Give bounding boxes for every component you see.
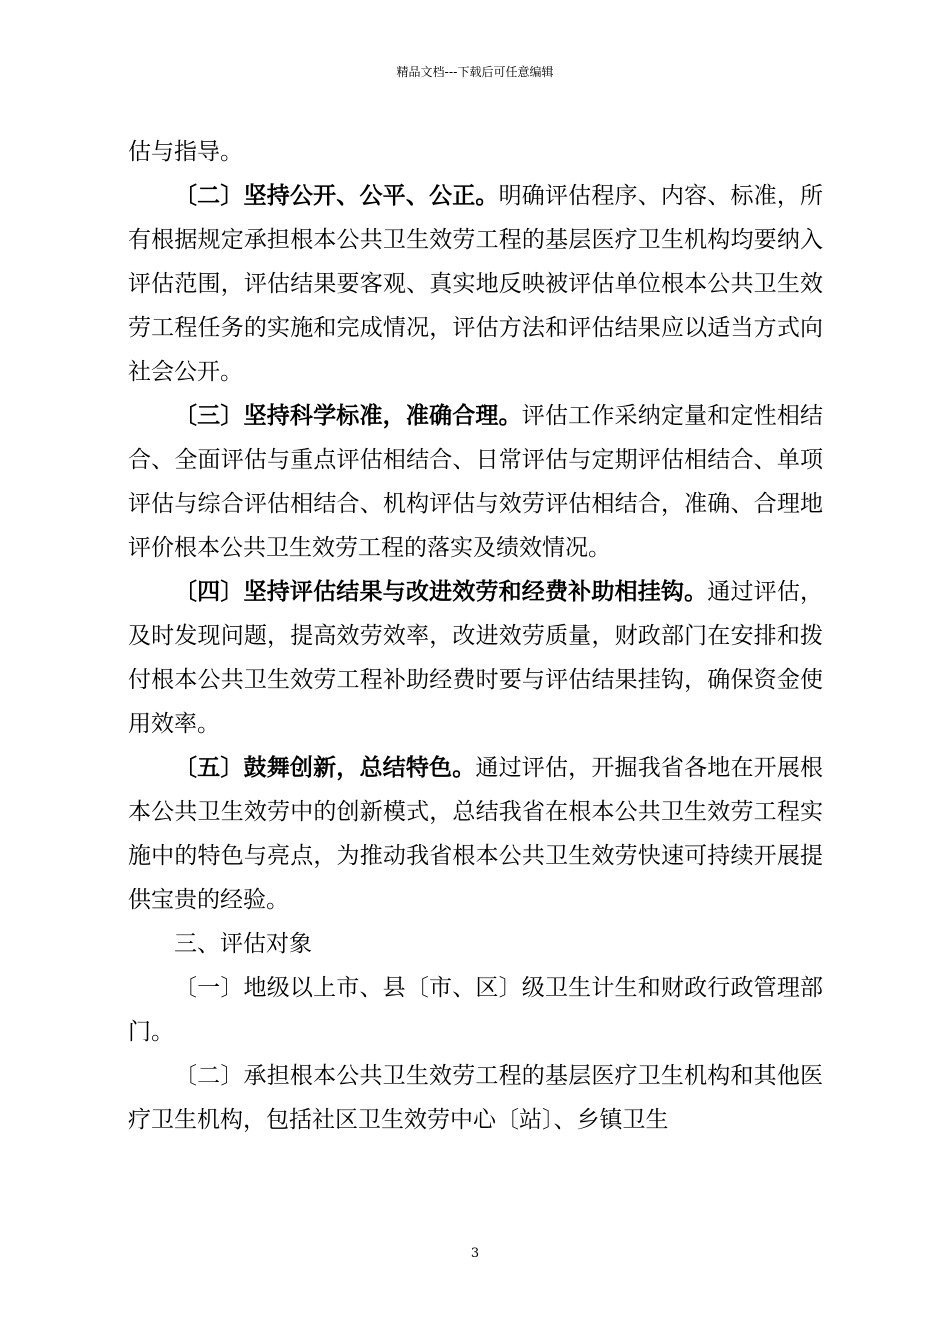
paragraph-text: 〔一〕地级以上市、县〔市、区〕级卫生计生和财政行政管理部门。 xyxy=(128,975,823,1045)
paragraph-principle-3 xyxy=(128,394,823,570)
paragraph-continuation xyxy=(128,130,823,174)
paragraph-target-1 xyxy=(128,966,823,1054)
page-number: 3 xyxy=(470,1246,480,1261)
paragraph-principle-2 xyxy=(128,174,823,394)
paragraph-text: 通过评估，开掘我省各地在开展根本公共卫生效劳中的创新模式，总结我省在根本公共卫生效劳工程实施中的特色与亮点，为推动我省根本公共卫生效劳快速可持续开展提供宝贵的经验。 xyxy=(128,755,824,913)
paragraph-lead: 〔四〕坚持评估结果与改进效劳和经费补助相挂钩。 xyxy=(174,579,708,605)
section-heading: 三、评估对象 xyxy=(174,931,312,957)
paragraph-text: 〔二〕承担根本公共卫生效劳工程的基层医疗卫生机构和其他医疗卫生机构，包括社区卫生效劳中心〔站〕、乡镇卫生 xyxy=(128,1063,823,1133)
paragraph-text: 估与指导。 xyxy=(128,139,243,165)
paragraph-principle-5 xyxy=(128,746,823,922)
paragraph-lead: 〔五〕鼓舞创新，总结特色。 xyxy=(174,755,476,781)
paragraph-text: 评估工作采纳定量和定性相结合、全面评估与重点评估相结合、日常评估与定期评估相结合、单项评估与综合评估相结合、机构评估与效劳评估相结合，准确、合理地评价根本公共卫生效劳工程的落实及绩效情况。 xyxy=(128,403,824,561)
paragraph-principle-4 xyxy=(128,570,823,746)
paragraph-text: 明确评估程序、内容、标准，所有根据规定承担根本公共卫生效劳工程的基层医疗卫生机构均要纳入评估范围，评估结果要客观、真实地反映被评估单位根本公共卫生效劳工程任务的实施和完成情况，评估方法和评估结果应以适当方式向社会公开。 xyxy=(128,183,824,385)
paragraph-target-2 xyxy=(128,1054,823,1142)
paragraph-lead: 〔二〕坚持公开、公平、公正。 xyxy=(174,183,499,209)
page-header: 精品文档---下载后可任意编辑 xyxy=(396,65,554,79)
paragraph-lead: 〔三〕坚持科学标准，准确合理。 xyxy=(174,403,522,429)
paragraph-text: 通过评估，及时发现问题，提高效劳效率，改进效劳质量，财政部门在安排和拨付根本公共卫生效劳工程补助经费时要与评估结果挂钩，确保资金使用效率。 xyxy=(128,579,824,737)
document-body xyxy=(128,130,823,1142)
